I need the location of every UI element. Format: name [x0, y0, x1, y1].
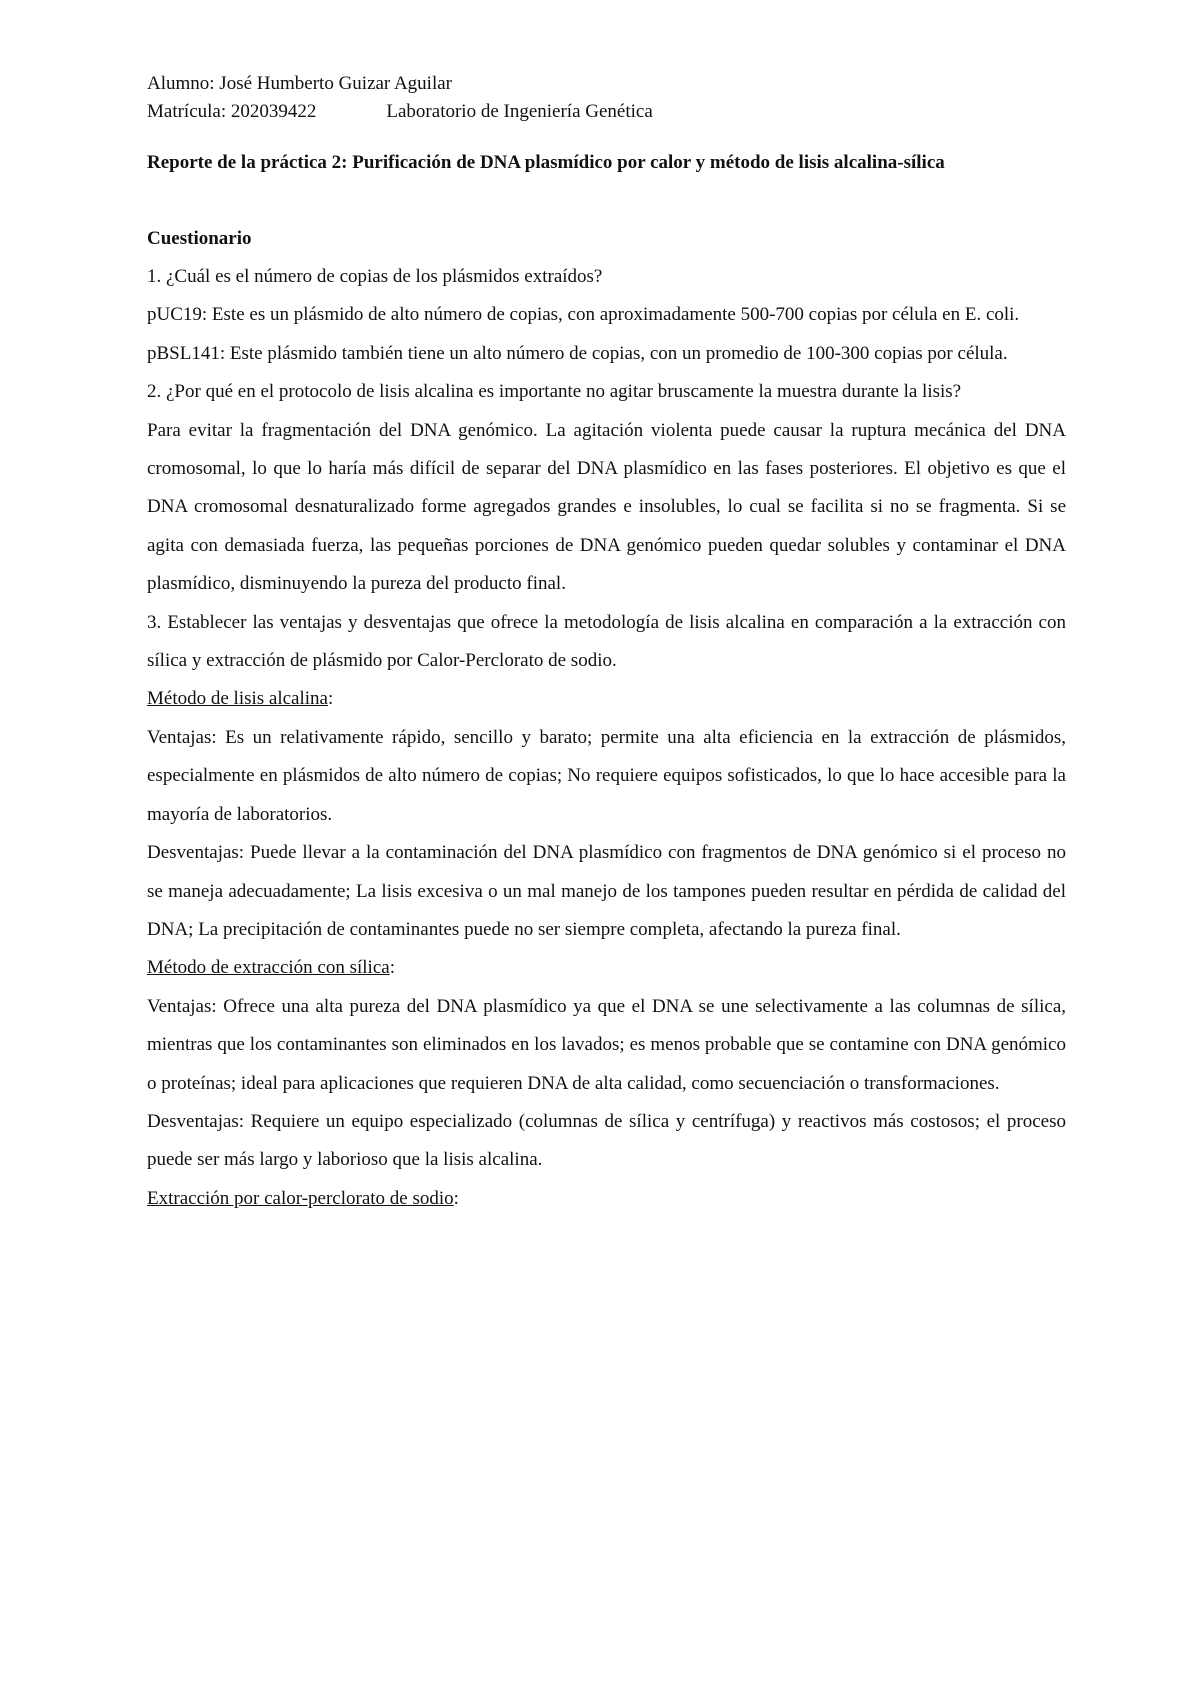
course-name: Laboratorio de Ingeniería Genética: [386, 101, 653, 122]
silica-advantages: Ventajas: Ofrece una alta pureza del DNA plasmídico ya que el DNA se une selectivamente a las columnas de sílica, mientras que los contaminantes son eliminados en los lavados; es menos probable que se contamine con DNA genómico o proteínas; ideal para aplicaciones que requieren DNA de alta calidad, como secuenciación o transformaciones.: [147, 995, 1066, 1094]
question-1: 1. ¿Cuál es el número de copias de los plásmidos extraídos?: [147, 266, 603, 287]
section-heading: Cuestionario: [147, 228, 252, 249]
student-name-line: [147, 70, 1066, 98]
method-heat-perchlorate-title: Extracción por calor-perclorato de sodio: [147, 1187, 454, 1209]
silica-disadvantages: Desventajas: Requiere un equipo especializado (columnas de sílica y centrífuga) y reactivos más costosos; el proceso puede ser más largo y laborioso que la lisis alcalina.: [147, 1110, 1066, 1171]
student-name: Alumno: José Humberto Guizar Aguilar: [147, 73, 453, 94]
method-alkaline-heading: Método de lisis alcalina:: [147, 688, 334, 710]
answer-1-puc19: pUC19: Este es un plásmido de alto número de copias, con aproximadamente 500-700 copias por célula en E. coli.: [147, 304, 1020, 326]
matricula-line: [147, 98, 1066, 126]
method-alkaline-title: Método de lisis alcalina: [147, 688, 328, 710]
report-title: Reporte de la práctica 2: Purificación de DNA plasmídico por calor y método de lisis alcalina-sílica: [147, 152, 945, 173]
answer-1-pbsl141: pBSL141: Este plásmido también tiene un alto número de copias, con un promedio de 100-300 copias por célula.: [147, 342, 1008, 364]
method-silica-heading: Método de extracción con sílica:: [147, 957, 395, 979]
matricula: Matrícula: 202039422: [147, 101, 317, 122]
alkaline-disadvantages: Desventajas: Puede llevar a la contaminación del DNA plasmídico con fragmentos de DNA genómico si el proceso no se maneja adecuadamente; La lisis excesiva o un mal manejo de los tampones pueden resultar en pérdida de calidad del DNA; La precipitación de contaminantes puede no ser siempre completa, afectando la pureza final.: [147, 842, 1066, 940]
answer-2: Para evitar la fragmentación del DNA genómico. La agitación violenta puede causar la ruptura mecánica del DNA cromosomal, lo que lo haría más difícil de separar del DNA plasmídico en las fases posteriores. El objetivo es que el DNA cromosomal desnaturalizado forme agregados grandes e insolubles, lo cual se facilita si no se fragmenta. Si se agita con demasiada fuerza, las pequeñas porciones de DNA genómico pueden quedar solubles y contaminar el DNA plasmídico, disminuyendo la pureza del producto final.: [147, 419, 1066, 595]
question-3: 3. Establecer las ventajas y desventajas que ofrece la metodología de lisis alcalina en comparación a la extracción con sílica y extracción de plásmido por Calor-Perclorato de sodio.: [147, 611, 1066, 672]
question-2: 2. ¿Por qué en el protocolo de lisis alcalina es importante no agitar bruscamente la muestra durante la lisis?: [147, 381, 962, 403]
method-silica-title: Método de extracción con sílica: [147, 957, 390, 979]
alkaline-advantages: Ventajas: Es un relativamente rápido, sencillo y barato; permite una alta eficiencia en la extracción de plásmidos, especialmente en plásmidos de alto número de copias; No requiere equipos sofisticados, lo que lo hace accesible para la mayoría de laboratorios.: [147, 726, 1066, 825]
method-heat-perchlorate-heading: Extracción por calor-perclorato de sodio:: [147, 1187, 459, 1209]
